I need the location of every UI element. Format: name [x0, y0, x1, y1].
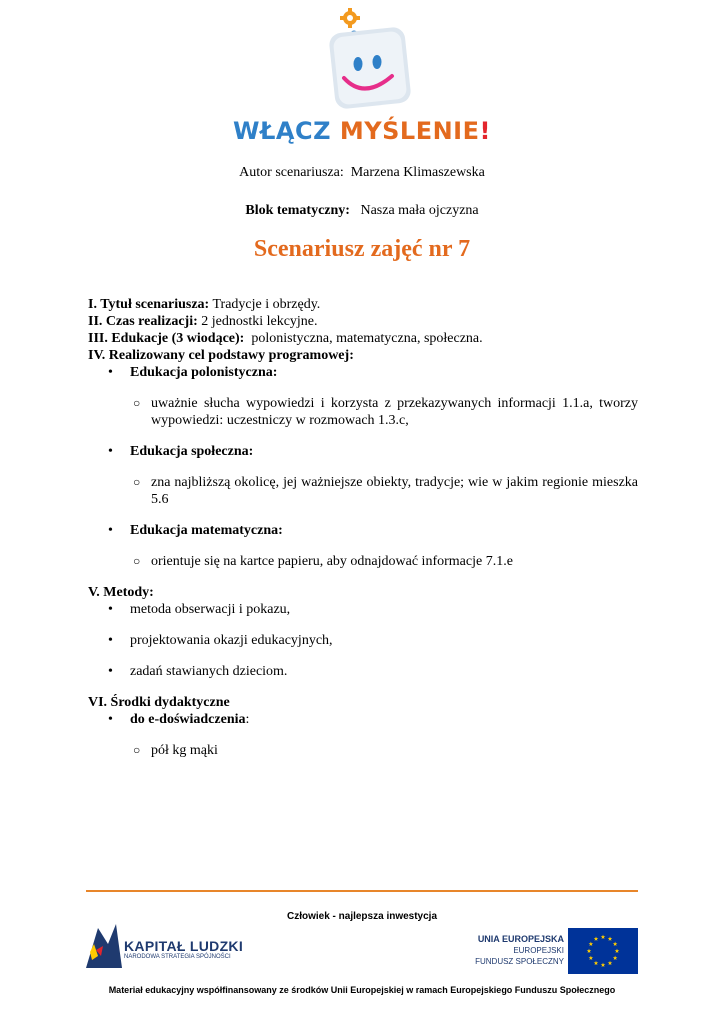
eu-european-label: EUROPEJSKI: [513, 946, 564, 955]
brand-part-1: WŁĄCZ: [233, 117, 331, 145]
list-item: [133, 553, 638, 570]
author-line: [0, 165, 724, 181]
goal-item-text: uważnie słucha wypowiedzi i korzysta z przekazywanych informacji 1.1.a, tworzy wypowiedzi: uczestniczy w rozmowach 1.3.c,: [151, 396, 638, 428]
block-label: Blok tematyczny:: [245, 203, 350, 218]
list-item: [108, 601, 638, 618]
document-body: [88, 296, 638, 773]
goal-group-title: Edukacja polonistyczna:: [130, 365, 278, 380]
section-educations-value: polonistyczna, matematyczna, społeczna.: [251, 331, 483, 346]
section-resources-label: VI. Środki dydaktyczne: [88, 695, 230, 710]
page-title: Scenariusz zajęć nr 7: [253, 236, 471, 262]
method-text: metoda obserwacji i pokazu,: [130, 602, 291, 617]
section-title: [88, 296, 638, 313]
section-educations-label: III. Edukacje (3 wiodące):: [88, 331, 245, 346]
list-item: [108, 663, 638, 680]
list-item: [108, 522, 638, 539]
eu-fund-text: [430, 934, 564, 967]
kapital-ludzki-text: [124, 938, 243, 960]
eu-social-fund-label: FUNDUSZ SPOŁECZNY: [475, 957, 564, 966]
goal-item-text: zna najbliższą okolicę, jej ważniejsze obiekty, tradycje; wie w jakim regionie mieszka 5.6: [151, 475, 638, 507]
list-item: [133, 474, 638, 508]
goal-group-title: Edukacja społeczna:: [130, 444, 254, 459]
circle-bullet-icon: ○: [133, 396, 141, 410]
list-item: [133, 395, 638, 429]
smiley-logo-icon: [322, 8, 414, 112]
author-value: Marzena Klimaszewska: [350, 165, 485, 180]
section-goals-label: IV. Realizowany cel podstawy programowej:: [88, 348, 354, 363]
brand-part-3: !: [479, 117, 491, 145]
list-item: [108, 632, 638, 649]
kapital-ludzki-subtitle: NARODOWA STRATEGIA SPÓJNOŚCI: [124, 954, 231, 960]
block-value: Nasza mała ojczyzna: [360, 203, 479, 218]
circle-bullet-icon: ○: [133, 475, 141, 489]
kapital-ludzki-logo-icon: [86, 922, 122, 968]
brand-wordmark: [0, 117, 724, 145]
method-text: projektowania okazji edukacyjnych,: [130, 633, 333, 648]
resource-group-suffix: :: [245, 712, 250, 727]
list-item: [133, 742, 638, 759]
kapital-ludzki-title: KAPITAŁ LUDZKI: [124, 938, 244, 954]
author-label: Autor scenariusza:: [239, 165, 344, 180]
footer-note: Materiał edukacyjny współfinansowany ze środków Unii Europejskiej w ramach Europejskiego Funduszu Społecznego: [108, 985, 616, 995]
goal-item-text: orientuje się na kartce papieru, aby odnajdować informacje 7.1.e: [151, 554, 513, 569]
section-time: [88, 313, 638, 330]
footer-slogan: Człowiek - najlepsza inwestycja: [286, 911, 438, 922]
list-item: [108, 364, 638, 381]
brand-part-2: MYŚLENIE: [339, 117, 480, 145]
bullet-icon: •: [108, 664, 113, 679]
bullet-icon: •: [108, 365, 113, 380]
bullet-icon: •: [108, 602, 113, 617]
section-goals: [88, 347, 638, 364]
section-educations: [88, 330, 638, 347]
bullet-icon: •: [108, 633, 113, 648]
section-time-value: 2 jednostki lekcyjne.: [201, 314, 318, 329]
bullet-icon: •: [108, 444, 113, 459]
block-line: [0, 203, 724, 219]
list-item: [108, 711, 638, 728]
eu-union-label: UNIA EUROPEJSKA: [477, 934, 564, 944]
section-methods-label: V. Metody:: [88, 585, 154, 600]
goal-group-title: Edukacja matematyczna:: [130, 523, 283, 538]
section-methods: [88, 584, 638, 601]
resource-item-text: pół kg mąki: [151, 743, 218, 758]
resource-group-title: do e-doświadczenia: [130, 712, 246, 727]
circle-bullet-icon: ○: [133, 554, 141, 568]
footer-divider: [86, 890, 638, 892]
section-time-label: II. Czas realizacji:: [88, 314, 198, 329]
eu-flag-icon: [568, 928, 638, 974]
bullet-icon: •: [108, 523, 113, 538]
method-text: zadań stawianych dzieciom.: [130, 664, 288, 679]
bullet-icon: •: [108, 712, 113, 727]
list-item: [108, 443, 638, 460]
section-title-label: I. Tytuł scenariusza:: [88, 297, 210, 312]
circle-bullet-icon: ○: [133, 743, 141, 757]
section-resources: [88, 694, 638, 711]
section-title-value: Tradycje i obrzędy.: [212, 297, 321, 312]
